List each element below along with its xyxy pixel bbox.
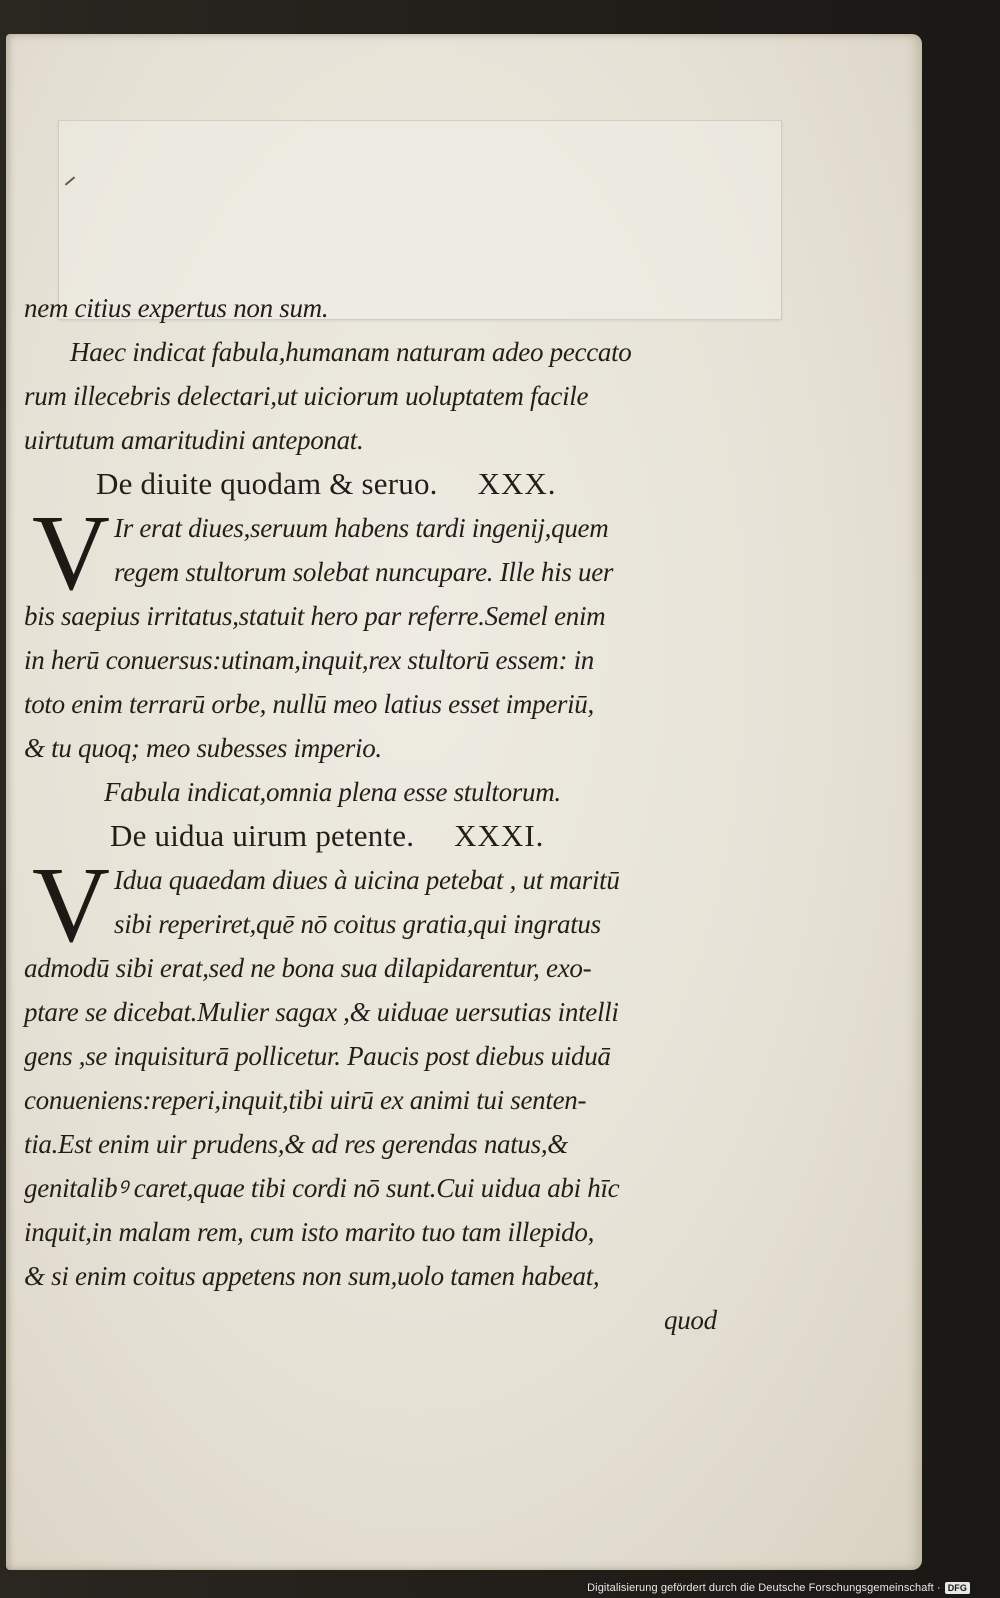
fable-paragraph: [24, 846, 764, 1298]
text-line: & tu quoq; meo subesses imperio.: [24, 733, 382, 763]
fable-number: XXXI.: [454, 818, 545, 853]
text-line: sibi reperiret,quē nō coitus gratia,qui ingratus: [114, 909, 601, 939]
dfg-logo: DFG: [945, 1582, 970, 1594]
credit-text: Digitalisierung gefördert durch die Deutsche Forschungsgemeinschaft ·: [587, 1582, 941, 1594]
text-line: admodū sibi erat,sed ne bona sua dilapidarentur, exo-: [24, 953, 592, 983]
text-line: Ir erat diues,seruum habens tardi ingenij,quem: [114, 513, 609, 543]
text-line: conueniens:reperi,inquit,tibi uirū ex animi tui senten-: [24, 1085, 587, 1115]
text-line: Haec indicat fabula,humanam naturam adeo peccato: [70, 337, 632, 367]
text-line: uirtutum amaritudini anteponat.: [24, 425, 364, 455]
text-line: & si enim coitus appetens non sum,uolo tamen habeat,: [24, 1261, 600, 1291]
fable-paragraph: [24, 494, 764, 770]
fable-title: De uidua uirum petente.: [110, 818, 415, 853]
text-line: tia.Est enim uir prudens,& ad res gerendas natus,&: [24, 1129, 568, 1159]
text-line: in herū conuersus:utinam,inquit,rex stultorū essem: in: [24, 645, 594, 675]
drop-cap: V: [32, 494, 110, 613]
text-line: rum illecebris delectari,ut uiciorum uoluptatem facile: [24, 381, 589, 411]
text-line: ptare se dicebat.Mulier sagax ,& uiduae uersutias intelli: [24, 997, 619, 1027]
page-text: [24, 286, 764, 1342]
catchword: quod: [664, 1305, 717, 1335]
text-line: Idua quaedam diues à uicina petebat , ut maritū: [114, 865, 620, 895]
digitization-credit: [587, 1582, 970, 1594]
text-line: bis saepius irritatus,statuit hero par referre.Semel enim: [24, 601, 606, 631]
text-line: toto enim terrarū orbe, nullū meo latius esset imperiū,: [24, 689, 594, 719]
text-line: gens ,se inquisiturā pollicetur. Paucis post diebus uiduā: [24, 1041, 611, 1071]
fable-heading: [24, 462, 764, 506]
drop-cap: V: [32, 846, 110, 965]
fable-heading: [24, 814, 764, 858]
text-line: regem stultorum solebat nuncupare. Ille his uer: [114, 557, 614, 587]
text-line: inquit,in malam rem, cum isto marito tuo tam illepido,: [24, 1217, 595, 1247]
text-line: nem citius expertus non sum.: [24, 293, 329, 323]
text-line: genitalibꝰ caret,quae tibi cordi nō sunt.Cui uidua abi hīc: [24, 1173, 620, 1203]
fable-number: XXX.: [477, 466, 557, 501]
fable-moral: Fabula indicat,omnia plena esse stultorum.: [104, 777, 561, 807]
fable-title: De diuite quodam & seruo.: [96, 466, 438, 501]
